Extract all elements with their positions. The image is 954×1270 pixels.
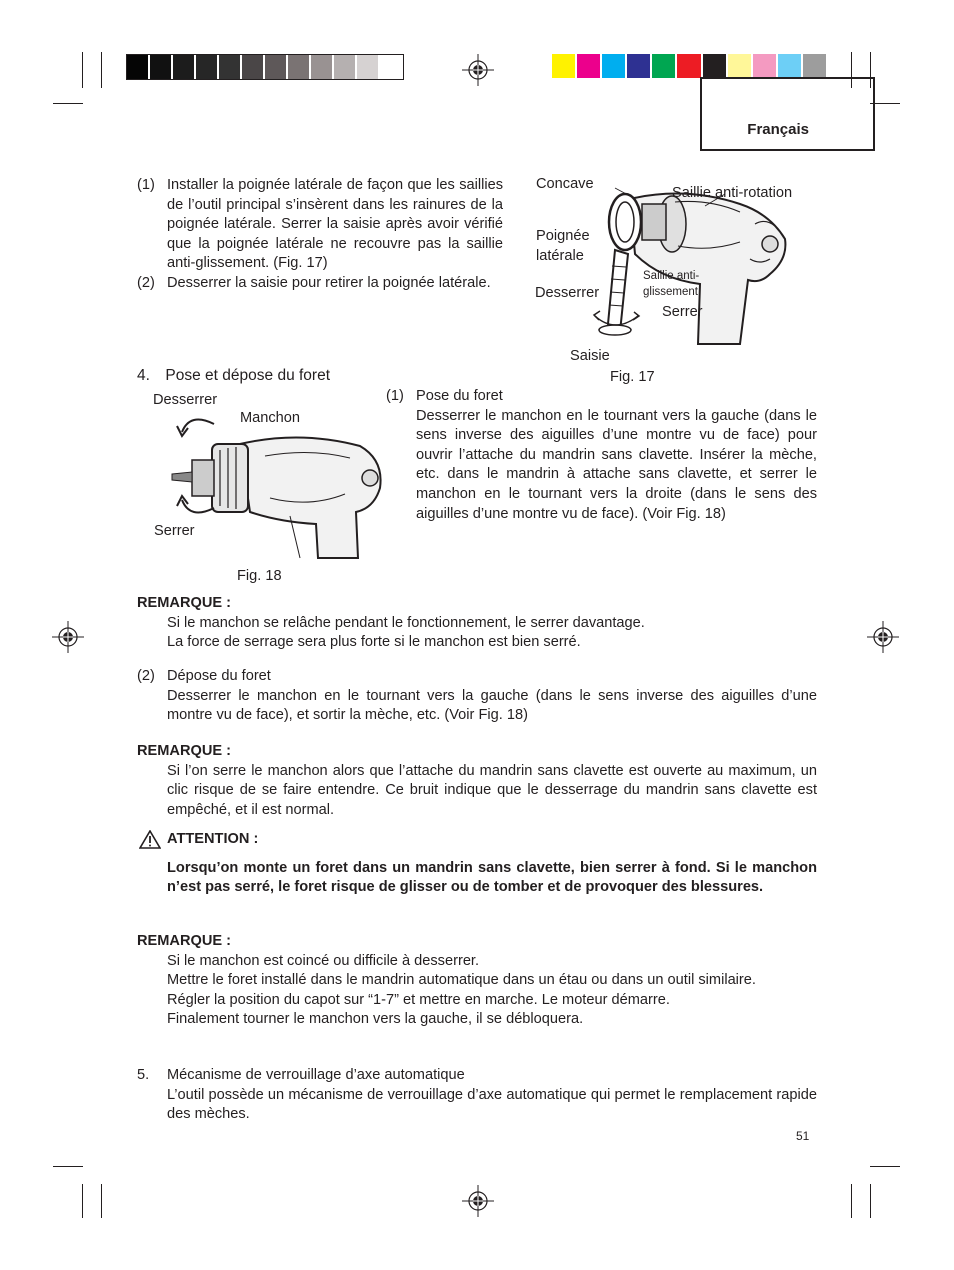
item-text: Desserrer la saisie pour retirer la poignée latérale. (167, 275, 491, 291)
color-calibration-bar (552, 54, 828, 78)
fig17-caption: Fig. 17 (610, 369, 655, 385)
label-saillie-anti-rotation: Saillie anti-rotation (672, 185, 793, 201)
section-title: Mécanisme de verrouillage d’axe automatique (167, 1067, 465, 1083)
item-text: Desserrer le manchon en le tournant vers la gauche (dans le sens inverse des aiguilles d’une montre vu de face), et sortir la mèche, etc. (Voir Fig. 18) (167, 687, 817, 724)
calibration-swatch (242, 55, 263, 79)
calibration-swatch (150, 55, 171, 79)
calibration-swatch (357, 55, 378, 79)
calibration-swatch (265, 55, 286, 79)
page-number: 51 (796, 1129, 810, 1143)
item-title: Pose du foret (416, 388, 503, 404)
registration-mark-top-icon (462, 54, 494, 86)
item-text: Installer la poignée latérale de façon que les saillies de l’outil principal s’insèrent dans les rainures de la poignée latérale. Serrer la saisie après avoir vérifié que la poignée latérale ne recouvre pas la saillie anti-glissement. (Fig. 17) (167, 177, 503, 272)
figure-18 (140, 390, 390, 590)
grayscale-calibration-bar (126, 54, 404, 80)
label-desserrer: Desserrer (153, 392, 218, 408)
pose-du-foret (386, 387, 817, 524)
label-desserrer: Desserrer (535, 285, 600, 301)
remarque-title: REMARQUE : (137, 743, 232, 759)
remarque-title: REMARQUE : (137, 595, 232, 611)
remarque-2 (137, 742, 817, 820)
label-concave: Concave (536, 176, 594, 192)
section-4-heading: 4. Pose et dépose du foret (137, 367, 331, 384)
remarque-1 (137, 594, 817, 653)
attention-text: Lorsqu’on monte un foret dans un mandrin sans clavette, bien serrer à fond. Si le manchon n’est pas serré, le foret risque de glisser ou de tomber et de provoquer des blessures. (167, 859, 817, 896)
calibration-swatch (380, 55, 401, 79)
calibration-swatch (552, 54, 575, 78)
label-serrer: Serrer (662, 304, 703, 320)
language-tab (700, 77, 875, 151)
label-saillie-anti: Saillie anti- (643, 270, 700, 282)
label-glissement: glissement (643, 286, 698, 298)
remarque-line: Si le manchon est coincé ou difficile à desserrer. (167, 952, 480, 969)
figure-17 (530, 170, 830, 390)
calibration-swatch (173, 55, 194, 79)
remarque-line: Régler la position du capot sur “1-7” et mettre en marche. Le moteur démarre. (167, 991, 670, 1008)
item-text: Desserrer le manchon en le tournant vers la gauche (dans le sens inverse des aiguilles d’une montre vu de face) pour ouvrir l’attache du mandrin sans clavette. Insérer la mèche, etc. dans le mandrin à attache sans clavette, et serrer le manchon en le tournant vers la droite (dans le sens des aiguilles d’une montre vu de face). (Voir Fig. 18) (416, 407, 817, 522)
calibration-swatch (288, 55, 309, 79)
calibration-swatch (577, 54, 600, 78)
remarque-line: La force de serrage sera plus forte si le manchon est bien serré. (167, 634, 581, 651)
calibration-swatch (703, 54, 726, 78)
registration-mark-left-icon (52, 621, 84, 653)
calibration-swatch (627, 54, 650, 78)
depose-du-foret (137, 667, 817, 726)
section-5 (137, 1066, 817, 1125)
calibration-swatch (219, 55, 240, 79)
calibration-swatch (753, 54, 776, 78)
calibration-swatch (803, 54, 826, 78)
fig18-caption: Fig. 18 (237, 568, 282, 584)
calibration-swatch (334, 55, 355, 79)
item-number: (2) (137, 668, 155, 684)
item-number: (2) (137, 275, 155, 291)
remarque-line: Mettre le foret installé dans le mandrin automatique dans un étau ou dans un outil similaire. (167, 972, 756, 989)
label-serrer: Serrer (154, 523, 195, 539)
label-saisie: Saisie (570, 348, 610, 364)
fig17-item-1 (137, 176, 503, 274)
calibration-swatch (677, 54, 700, 78)
calibration-swatch (311, 55, 332, 79)
calibration-swatch (127, 55, 148, 79)
label-poignee: Poignée (536, 228, 590, 244)
remarque-3 (137, 932, 817, 1030)
remarque-title: REMARQUE : (137, 933, 232, 949)
item-number: (1) (386, 388, 404, 404)
remarque-line: Si le manchon se relâche pendant le fonctionnement, le serrer davantage. (167, 614, 645, 631)
registration-mark-bottom-icon (462, 1185, 494, 1217)
calibration-swatch (778, 54, 801, 78)
calibration-swatch (728, 54, 751, 78)
fig17-item-2 (137, 274, 503, 294)
attention-block (137, 830, 817, 898)
label-laterale: latérale (536, 248, 584, 264)
attention-title: ATTENTION : (167, 831, 259, 847)
rotation-arrow-tighten-icon (176, 486, 216, 522)
language-label: Français (747, 121, 809, 138)
rotation-arrow-loosen-icon (176, 410, 216, 446)
calibration-swatch (602, 54, 625, 78)
remarque-text: Si l’on serre le manchon alors que l’attache du mandrin sans clavette est ouverte au maximum, un clic risque de se faire entendre. Ce bruit indique que le desserrage du mandrin sans clavette est empêché, et il est normal. (167, 762, 817, 818)
item-number: (1) (137, 177, 155, 193)
calibration-swatch (196, 55, 217, 79)
section-number: 5. (137, 1067, 150, 1083)
calibration-swatch (652, 54, 675, 78)
label-manchon: Manchon (240, 410, 301, 426)
remarque-line: Finalement tourner le manchon vers la gauche, il se débloquera. (167, 1011, 584, 1028)
warning-triangle-icon (139, 830, 161, 849)
section-text: L’outil possède un mécanisme de verrouillage d’axe automatique qui permet le remplacement rapide des mèches. (167, 1086, 817, 1123)
item-title: Dépose du foret (167, 668, 271, 684)
registration-mark-right-icon (867, 621, 899, 653)
